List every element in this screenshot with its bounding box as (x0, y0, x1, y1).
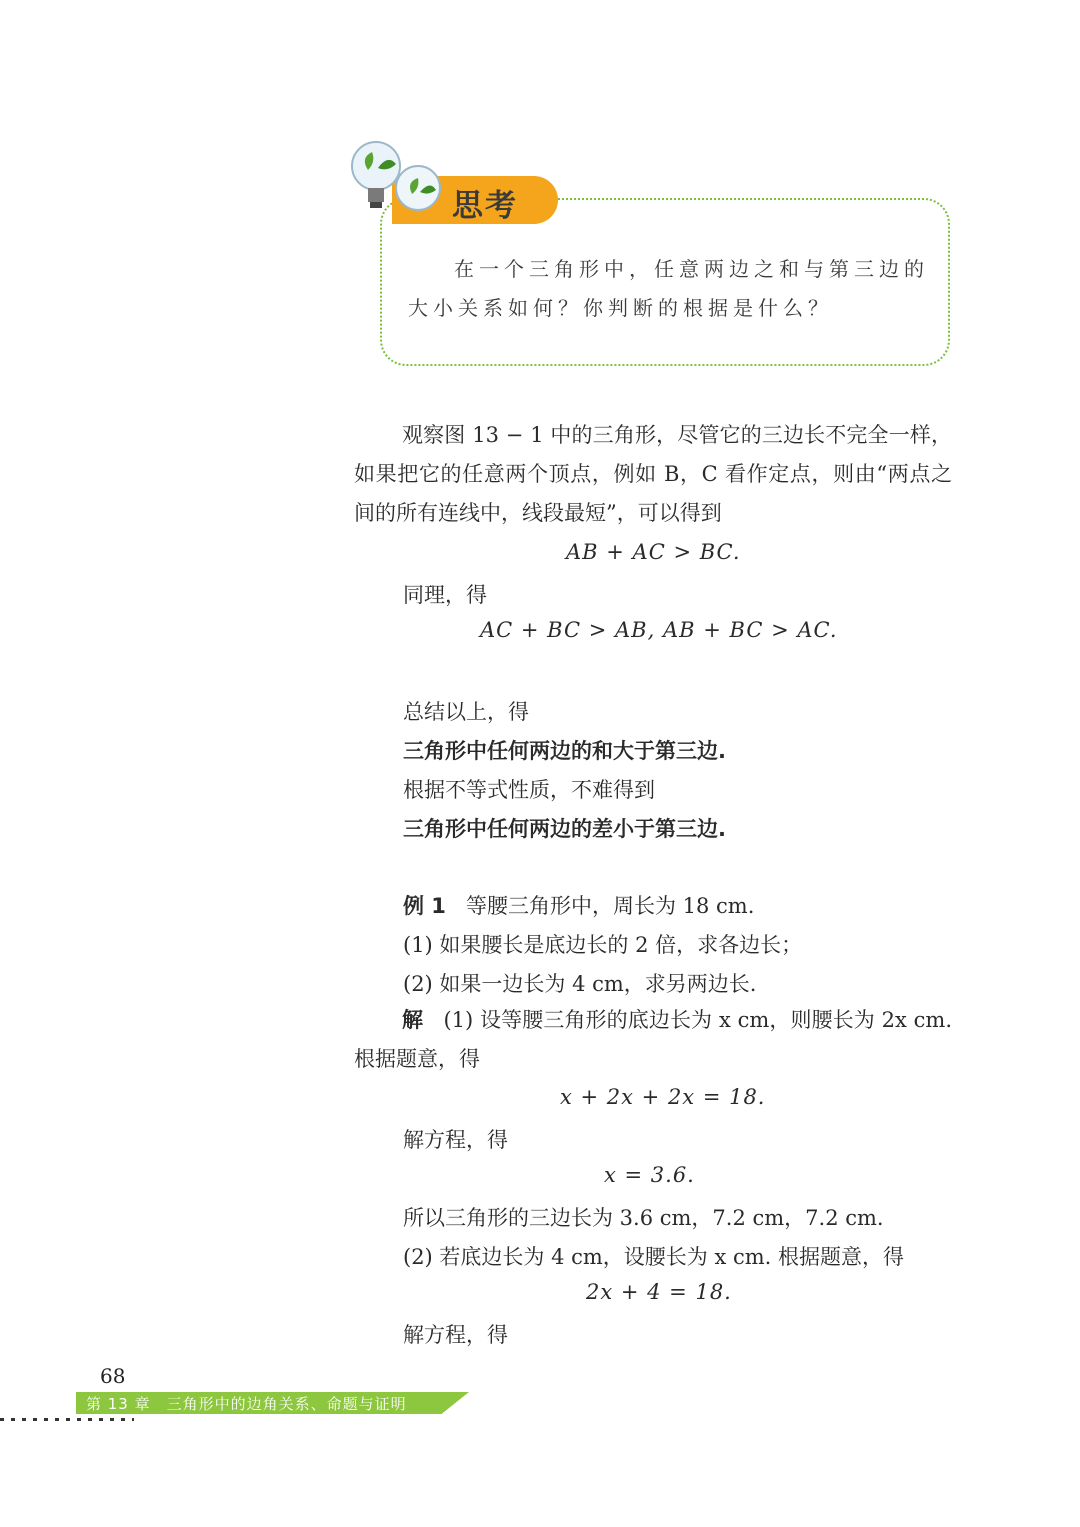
equation-2: AC + BC > AB, AB + BC > AC. (480, 618, 838, 642)
solution-1-text: (1) 设等腰三角形的底边长为 x cm，则腰长为 2x cm. 根据题意，得 (354, 1008, 953, 1071)
think-title: 思考 (452, 188, 518, 224)
page-number: 68 (100, 1364, 126, 1388)
text-solve-2: 解方程，得 (403, 1323, 508, 1347)
text-summary: 总结以上，得 (403, 700, 529, 724)
solution-label: 解 (402, 1008, 424, 1032)
think-question: 在一个三角形中，任意两边之和与第三边的大小关系如何？你判断的根据是什么？ (408, 257, 929, 320)
text-solve-1: 解方程，得 (403, 1128, 508, 1152)
equation-1: AB + AC > BC. (566, 540, 741, 564)
paragraph-observe: 观察图 13 − 1 中的三角形，尽管它的三边长不完全一样，如果把它的任意两个顶点，例如 B，C 看作定点，则由“两点之间的所有连线中，线段最短”，可以得到 (354, 423, 952, 525)
rule-sum: 三角形中任何两边的和大于第三边. (403, 739, 726, 763)
equation-4: x = 3.6. (604, 1163, 695, 1187)
example-stem: 等腰三角形中，周长为 18 cm. (465, 894, 755, 918)
equation-5: 2x + 4 = 18. (586, 1280, 732, 1304)
answer-1: 所以三角形的三边长为 3.6 cm，7.2 cm，7.2 cm. (403, 1206, 884, 1230)
example-heading (403, 890, 754, 920)
question-1: (1) 如果腰长是底边长的 2 倍，求各边长； (403, 933, 803, 957)
text-inequality: 根据不等式性质，不难得到 (403, 778, 655, 802)
text-similarly: 同理，得 (403, 583, 487, 607)
example-label: 例 1 (403, 894, 446, 918)
solution-1 (354, 1001, 952, 1079)
rule-difference: 三角形中任何两边的差小于第三边. (403, 817, 726, 841)
chapter-title: 第 13 章 三角形中的边角关系、命题与证明 (86, 1395, 407, 1413)
footer-dotted-line (0, 1418, 134, 1421)
question-2: (2) 如果一边长为 4 cm，求另两边长. (403, 972, 757, 996)
solution-2: (2) 若底边长为 4 cm，设腰长为 x cm. 根据题意，得 (403, 1245, 905, 1269)
lightbulb-plant-icon (350, 136, 450, 236)
equation-3: x + 2x + 2x = 18. (560, 1085, 766, 1109)
